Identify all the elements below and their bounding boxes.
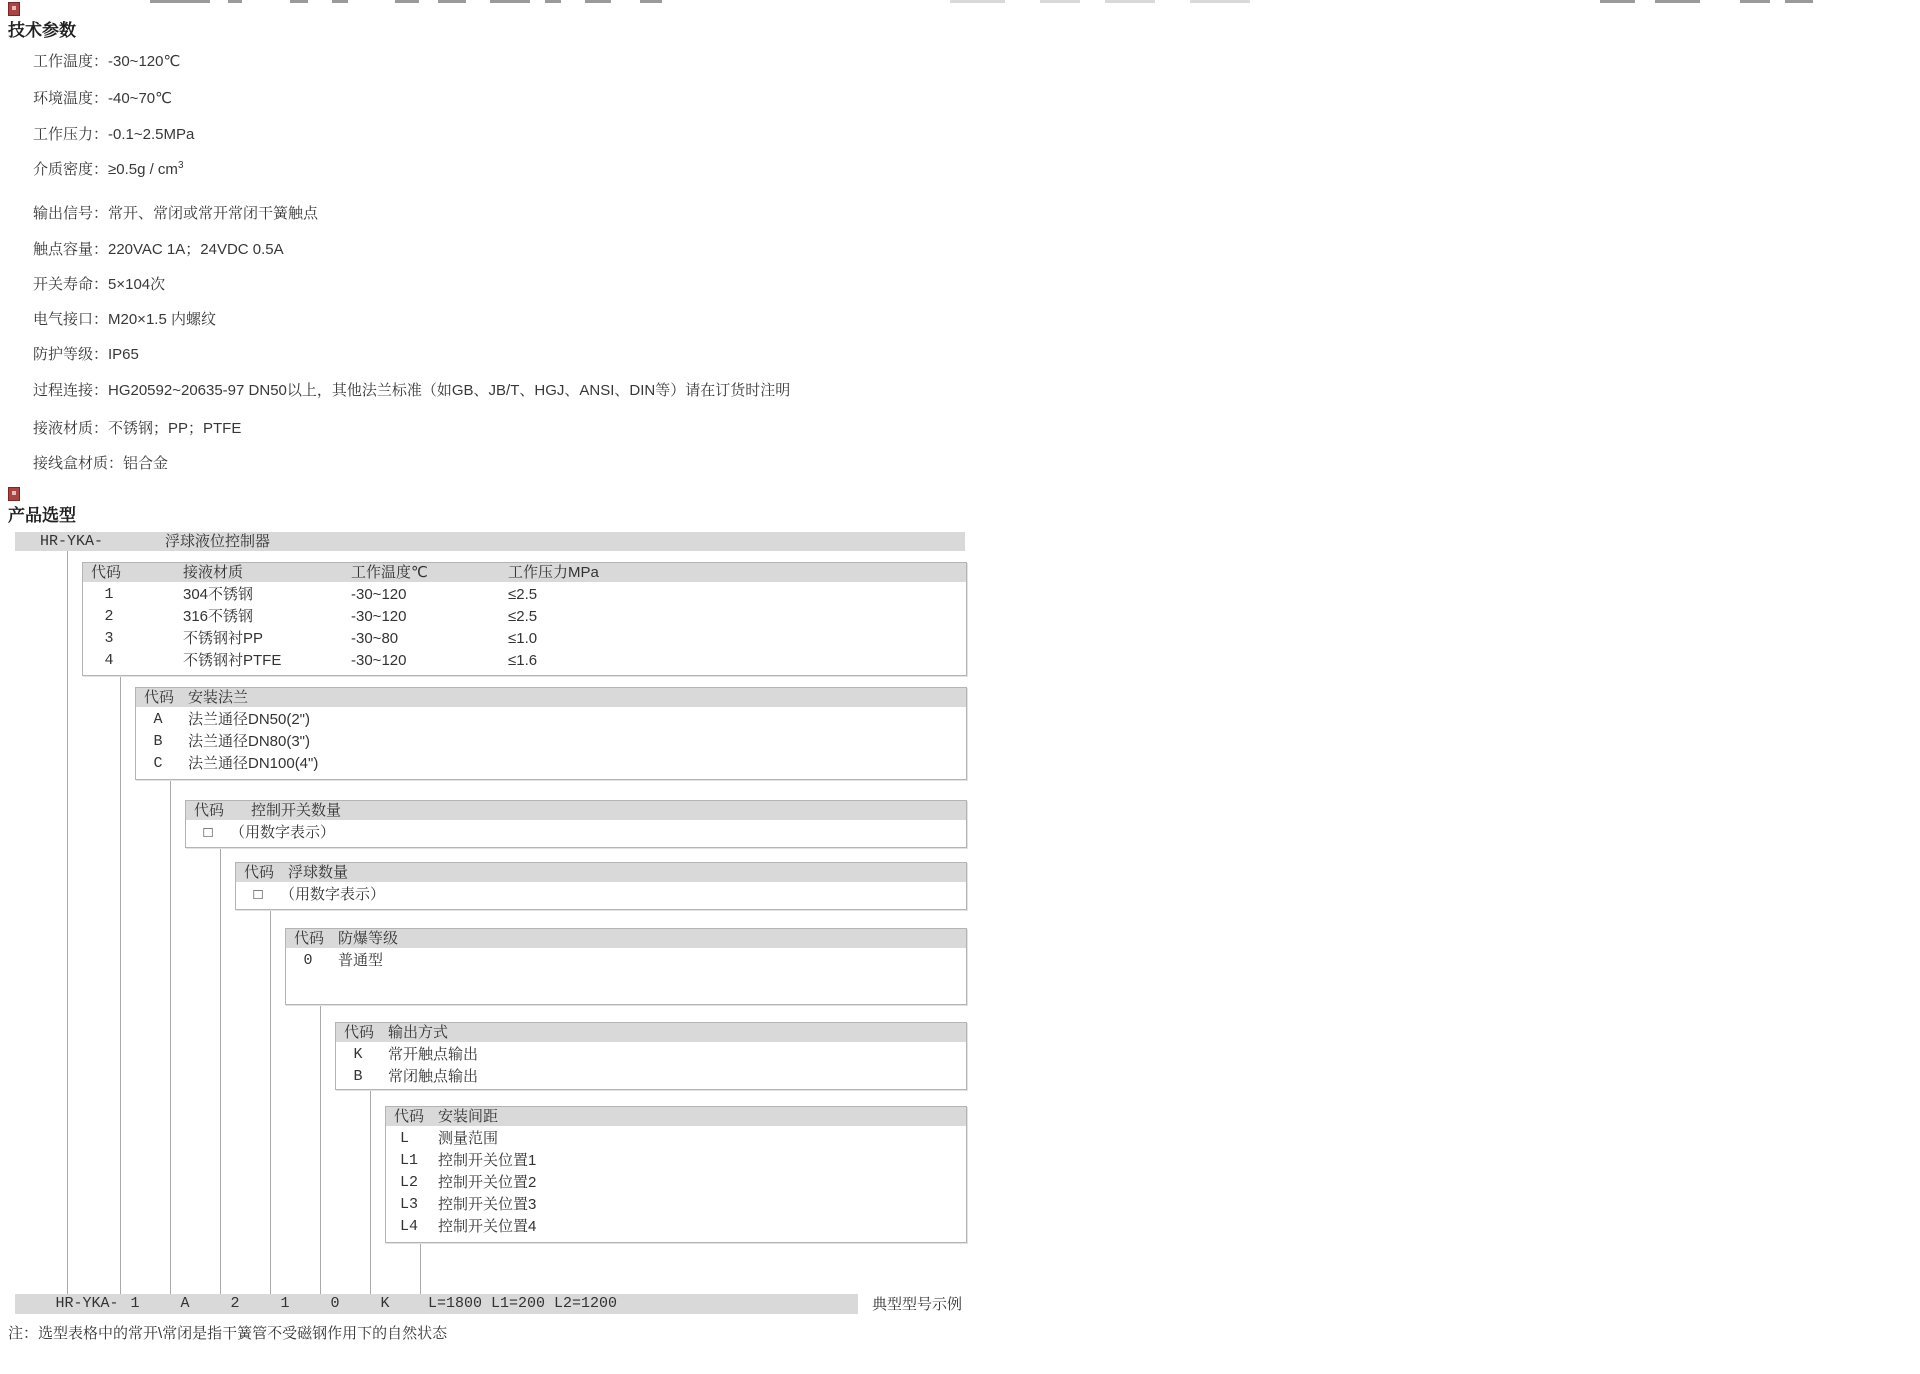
broken-image-icon — [8, 2, 20, 16]
table-cell-code: 2 — [104, 608, 114, 625]
cropped-text-remnant — [640, 0, 662, 3]
cropped-text-remnant — [228, 0, 242, 3]
table-cell-material: 不锈钢衬PP — [183, 630, 264, 647]
table-cell-material: 304不锈钢 — [183, 586, 254, 603]
table-cell-temp: -30~120 — [351, 586, 407, 603]
table-cell-pressure: ≤1.6 — [508, 652, 538, 669]
selection-table-switch-count — [185, 800, 967, 848]
col-header-code: 代码 — [244, 864, 275, 881]
selection-table-float-count — [235, 862, 967, 910]
cropped-text-remnant — [332, 0, 348, 3]
tech-param: 工作压力：-0.1~2.5MPa — [33, 126, 195, 143]
table-cell-desc: 法兰通径DN80(3") — [188, 733, 311, 750]
example-prefix: HR-YKA- — [55, 1295, 119, 1312]
table-cell-material: 不锈钢衬PTFE — [183, 652, 282, 669]
cropped-text-remnant — [1655, 0, 1700, 3]
table-cell-desc: （用数字表示） — [280, 886, 386, 903]
digit-placeholder-box: □ — [253, 886, 263, 903]
cropped-text-remnant — [395, 0, 419, 3]
broken-image-icon — [8, 487, 20, 501]
cropped-text-remnant — [585, 0, 611, 3]
connector-line — [270, 910, 271, 1294]
cropped-text-remnant — [490, 0, 530, 3]
table-cell-desc: 常开触点输出 — [388, 1046, 479, 1063]
table-cell-code: B — [153, 733, 163, 750]
table-cell-code: L1 — [400, 1152, 419, 1169]
example-label: 典型型号示例 — [872, 1296, 963, 1313]
connector-line — [320, 1005, 321, 1294]
table-cell-desc: 控制开关位置1 — [438, 1152, 537, 1169]
col-header-temp: 工作温度℃ — [351, 564, 428, 581]
model-prefix: HR-YKA- — [40, 533, 104, 550]
tech-param: 环境温度：-40~70℃ — [33, 90, 172, 107]
model-series-bar — [15, 532, 965, 551]
note-text: 注：选型表格中的常开\常闭是指干簧管不受磁钢作用下的自然状态 — [8, 1325, 448, 1342]
cropped-text-remnant — [1040, 0, 1080, 3]
table-cell-code: 0 — [303, 952, 313, 969]
table-cell-desc: 控制开关位置4 — [438, 1218, 537, 1235]
table-cell-code: L — [400, 1130, 410, 1147]
table-title: 防爆等级 — [338, 930, 399, 947]
connector-line — [67, 551, 68, 1294]
col-header-code: 代码 — [344, 1024, 375, 1041]
tech-param: 防护等级：IP65 — [33, 346, 139, 363]
section-heading-tech: 技术参数 — [8, 21, 76, 40]
example-code: 2 — [230, 1295, 240, 1312]
table-cell-code: B — [353, 1068, 363, 1085]
table-cell-code: 4 — [104, 652, 114, 669]
cropped-text-remnant — [1740, 0, 1770, 3]
table-cell-temp: -30~120 — [351, 608, 407, 625]
table-cell-desc: 法兰通径DN50(2") — [188, 711, 311, 728]
table-cell-code: C — [153, 755, 163, 772]
table-title: 输出方式 — [388, 1024, 449, 1041]
cropped-text-remnant — [1190, 0, 1250, 3]
table-cell-material: 316不锈钢 — [183, 608, 254, 625]
col-header-material: 接液材质 — [183, 564, 244, 581]
table-title: 安装间距 — [438, 1108, 499, 1125]
table-cell-code: L2 — [400, 1174, 419, 1191]
cropped-text-remnant — [950, 0, 1005, 3]
cropped-text-remnant — [290, 0, 308, 3]
selection-table-material — [82, 562, 967, 676]
col-header-code: 代码 — [91, 564, 122, 581]
table-cell-code: K — [353, 1046, 363, 1063]
connector-line — [170, 780, 171, 1294]
tech-param: 电气接口：M20×1.5 内螺纹 — [33, 311, 216, 328]
table-cell-desc: 控制开关位置2 — [438, 1174, 537, 1191]
table-cell-code: L3 — [400, 1196, 419, 1213]
section-heading-selection: 产品选型 — [8, 506, 76, 525]
table-cell-pressure: ≤2.5 — [508, 586, 538, 603]
example-code: 0 — [330, 1295, 340, 1312]
example-code: 1 — [280, 1295, 290, 1312]
table-cell-pressure: ≤2.5 — [508, 608, 538, 625]
cropped-text-remnant — [1600, 0, 1635, 3]
table-cell-code: 3 — [104, 630, 114, 647]
connector-line — [370, 1090, 371, 1294]
table-title: 控制开关数量 — [251, 802, 342, 819]
example-model-bar — [15, 1294, 858, 1314]
selection-table-flange — [135, 687, 967, 780]
tech-param: 过程连接：HG20592~20635-97 DN50以上，其他法兰标准（如GB、JB/T、HGJ、ANSI、DIN等）请在订货时注明 — [33, 382, 791, 399]
table-cell-pressure: ≤1.0 — [508, 630, 538, 647]
col-header-code: 代码 — [294, 930, 325, 947]
table-cell-desc: 法兰通径DN100(4") — [188, 755, 319, 772]
digit-placeholder-box: □ — [203, 824, 213, 841]
cropped-text-remnant — [438, 0, 466, 3]
selection-table-mounting-distance — [385, 1106, 967, 1243]
tech-param: 接线盒材质：铝合金 — [33, 455, 169, 472]
col-header-pressure: 工作压力MPa — [508, 564, 599, 581]
table-cell-desc: 控制开关位置3 — [438, 1196, 537, 1213]
cropped-text-remnant — [545, 0, 561, 3]
table-title: 浮球数量 — [288, 864, 349, 881]
col-header-code: 代码 — [394, 1108, 425, 1125]
tech-param: 介质密度：$\ge 0.5g / cm^3$ — [33, 160, 184, 178]
example-code: 1 — [130, 1295, 140, 1312]
table-cell-desc: 普通型 — [338, 952, 384, 969]
table-cell-temp: -30~120 — [351, 652, 407, 669]
example-dimensions: L=1800 L1=200 L2=1200 — [428, 1295, 618, 1312]
tech-param: 接液材质：不锈钢；PP；PTFE — [33, 420, 242, 437]
cropped-text-remnant — [1105, 0, 1155, 3]
tech-param: 触点容量：220VAC 1A；24VDC 0.5A — [33, 241, 284, 258]
cropped-text-remnant — [1785, 0, 1813, 3]
table-cell-desc: 测量范围 — [438, 1130, 499, 1147]
table-cell-desc: 常闭触点输出 — [388, 1068, 479, 1085]
table-cell-code: A — [153, 711, 163, 728]
table-cell-code: L4 — [400, 1218, 419, 1235]
example-code: K — [380, 1295, 390, 1312]
col-header-code: 代码 — [144, 689, 175, 706]
table-cell-desc: （用数字表示） — [230, 824, 336, 841]
connector-line — [420, 1243, 421, 1294]
tech-param: 工作温度：-30~120℃ — [33, 53, 181, 70]
table-header — [136, 688, 966, 707]
cropped-text-remnant — [150, 0, 210, 3]
tech-param: 输出信号：常开、常闭或常开常闭干簧触点 — [33, 205, 319, 222]
example-code: A — [180, 1295, 190, 1312]
connector-line — [120, 676, 121, 1294]
table-cell-temp: -30~80 — [351, 630, 399, 647]
table-title: 安装法兰 — [188, 689, 249, 706]
tech-param: 开关寿命：5×104次 — [33, 276, 166, 293]
selection-table-explosion-proof — [285, 928, 967, 1005]
model-series-name: 浮球液位控制器 — [165, 533, 271, 550]
table-cell-code: 1 — [104, 586, 114, 603]
col-header-code: 代码 — [194, 802, 225, 819]
selection-table-output-mode — [335, 1022, 967, 1090]
connector-line — [220, 848, 221, 1294]
